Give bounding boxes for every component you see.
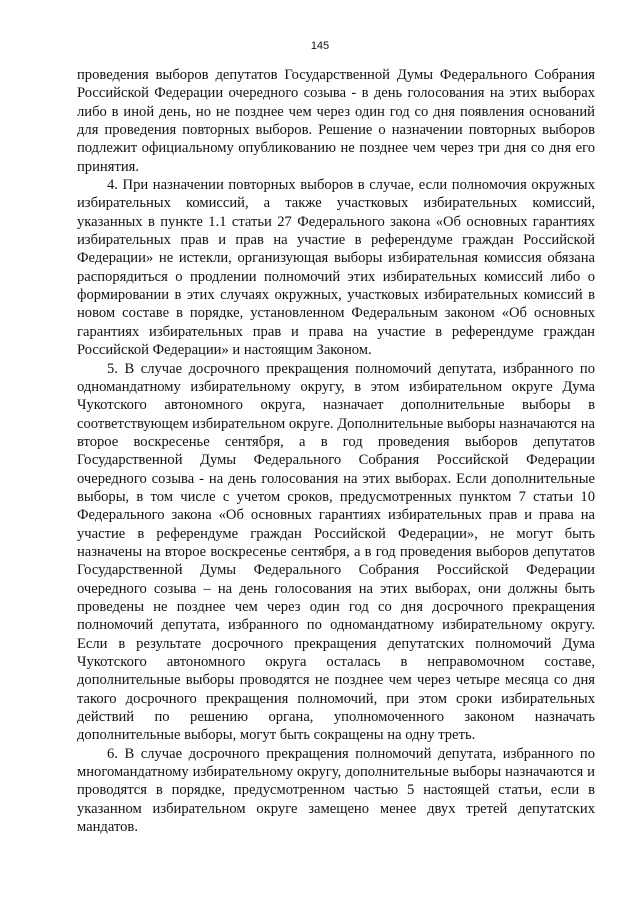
- page-number: 145: [310, 40, 330, 52]
- paragraph-continuation: проведения выборов депутатов Государственной Думы Федерального Собрания Российской Федерации очередного созыва - в день голосования на этих выборах либо в иной день, но не позднее чем через один год со дня появления оснований для проведения повторных выборов. Решение о назначении повторных выборов подлежит официальному опубликованию не позднее чем через три дня со дня его принятия.: [77, 67, 595, 175]
- paragraph-item-4: 4. При назначении повторных выборов в случае, если полномочия окружных избирательных комиссий, а также участковых избирательных комиссий, указанных в пункте 1.1 статьи 27 Федерального закона «Об основных гарантиях избирательных прав и прав на участие в референдуме граждан Российской Федерации» не истекли, организующая выборы избирательная комиссия обязана распорядиться о продлении полномочий этих избирательных комиссий либо о формировании в этих случаях окружных, участковых избирательных комиссий в новом составе в порядке, установленном Федеральным законом «Об основных гарантиях избирательных прав и права на участие в референдуме граждан Российской Федерации» и настоящим Законом.: [77, 177, 595, 359]
- document-body: [77, 66, 595, 836]
- paragraph-item-6: 6. В случае досрочного прекращения полномочий депутата, избранного по многомандатному избирательному округу, дополнительные выборы назначаются и проводятся в порядке, предусмотренном частью 5 настоящей статьи, если в указанном избирательном округе замещено менее двух третей депутатских мандатов.: [77, 745, 595, 836]
- paragraph-item-5: 5. В случае досрочного прекращения полномочий депутата, избранного по одномандатному избирательному округу, в этом избирательном округе Дума Чукотского автономного округа, назначает дополнительные выборы в соответствующем избирательном округе. Дополнительные выборы назначаются на второе воскресенье сентября, а в год проведения выборов депутатов Государственной Думы Федерального Собрания Российской Федерации очередного созыва - на день голосования на этих выборах. Если дополнительные выборы, в том числе с учетом сроков, предусмотренных пунктом 7 статьи 10 Федерального закона «Об основных гарантиях избирательных прав и права на участие в референдуме граждан Российской Федерации», не могут быть назначены на второе воскресенье сентября, а в год проведения выборов депутатов Государственной Думы Федерального Собрания Российской Федерации очередного созыва – на день голосования на этих выборах, они должны быть проведены не позднее чем через один год со дня досрочного прекращения полномочий депутата, избранного по одномандатному избирательному округу. Если в результате досрочного прекращения депутатских полномочий Дума Чукотского автономного округа осталась в неправомочном составе, дополнительные выборы проводятся не позднее чем через четыре месяца со дня такого досрочного прекращения полномочий, при этом сроки избирательных действий по решению органа, уполномоченного законом назначать дополнительные выборы, могут быть сокращены на одну треть.: [77, 360, 595, 744]
